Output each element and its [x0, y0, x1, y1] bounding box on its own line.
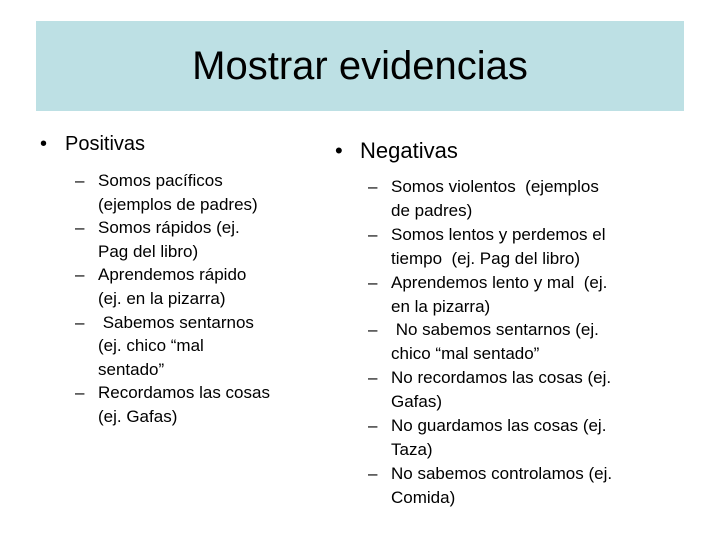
dash-icon: – [75, 171, 85, 190]
list-item-line: (ej. chico “mal [98, 336, 204, 356]
list-item [335, 175, 665, 223]
list-item-text [391, 462, 665, 510]
list-item-line: Somos lentos y perdemos el [391, 224, 606, 244]
list-item-line: en la pizarra) [391, 296, 491, 316]
list-item [335, 366, 665, 414]
list-item-text [391, 318, 665, 366]
list-item-line: Comida) [391, 487, 456, 507]
bullet-icon: • [40, 133, 48, 155]
list-item-line: (ej. Gafas) [98, 406, 178, 426]
list-item-line: sentado” [98, 359, 165, 379]
list-item-line: de padres) [391, 200, 473, 220]
dash-icon: – [368, 463, 378, 483]
positive-heading-row [40, 133, 320, 156]
dash-icon: – [368, 177, 378, 196]
list-item-line: No sabemos controlamos (ej. [391, 463, 613, 483]
list-item-text [98, 311, 320, 382]
list-item [40, 216, 320, 263]
list-item-line: Somos pacíficos [98, 171, 223, 190]
list-item-line: Sabemos sentarnos [98, 312, 254, 332]
list-item-line: Pag del libro) [98, 241, 199, 261]
negative-column [335, 138, 665, 510]
title-banner [36, 21, 684, 111]
list-item-text [98, 381, 320, 428]
negative-heading-row [335, 138, 665, 164]
list-item [335, 271, 665, 319]
list-item-text [391, 271, 665, 319]
dash-icon: – [368, 320, 378, 340]
list-item-line: Recordamos las cosas [98, 383, 270, 403]
list-item-line: Aprendemos rápido [98, 265, 247, 285]
list-item-line: Aprendemos lento y mal (ej. [391, 272, 608, 292]
dash-icon: – [368, 368, 378, 388]
list-item-text [98, 216, 320, 263]
slide-title: Mostrar evidencias [192, 43, 528, 88]
list-item-text [391, 175, 665, 223]
list-item [335, 223, 665, 271]
list-item-line: No recordamos las cosas (ej. [391, 368, 612, 388]
list-item-line: Somos rápidos (ej. [98, 218, 240, 238]
dash-icon: – [368, 272, 378, 292]
list-item-text [391, 223, 665, 271]
list-item-line: Taza) [391, 439, 433, 459]
negative-heading: Negativas [360, 138, 458, 163]
list-item-line: tiempo (ej. Pag del libro) [391, 248, 580, 268]
list-item-text [391, 414, 665, 462]
list-item-text [98, 169, 320, 216]
list-item-text [391, 366, 665, 414]
list-item [40, 381, 320, 428]
negative-list [335, 175, 665, 510]
dash-icon: – [368, 224, 378, 244]
list-item [40, 311, 320, 382]
list-item-line: (ej. en la pizarra) [98, 288, 226, 308]
list-item [40, 169, 320, 216]
list-item-line: chico “mal sentado” [391, 344, 540, 364]
dash-icon: – [75, 312, 85, 332]
list-item [335, 414, 665, 462]
list-item-line: Somos violentos (ejemplos [391, 177, 599, 196]
bullet-icon: • [335, 138, 343, 163]
dash-icon: – [75, 383, 85, 403]
list-item-line: No guardamos las cosas (ej. [391, 416, 607, 436]
dash-icon: – [75, 265, 85, 285]
list-item-line: (ejemplos de padres) [98, 194, 258, 214]
list-item [335, 318, 665, 366]
list-item-line: No sabemos sentarnos (ej. [391, 320, 599, 340]
list-item [40, 263, 320, 310]
positive-column [40, 133, 320, 429]
positive-heading: Positivas [65, 133, 146, 155]
list-item-line: Gafas) [391, 392, 443, 412]
list-item [335, 462, 665, 510]
dash-icon: – [368, 416, 378, 436]
list-item-text [98, 263, 320, 310]
positive-list [40, 169, 320, 429]
dash-icon: – [75, 218, 85, 238]
